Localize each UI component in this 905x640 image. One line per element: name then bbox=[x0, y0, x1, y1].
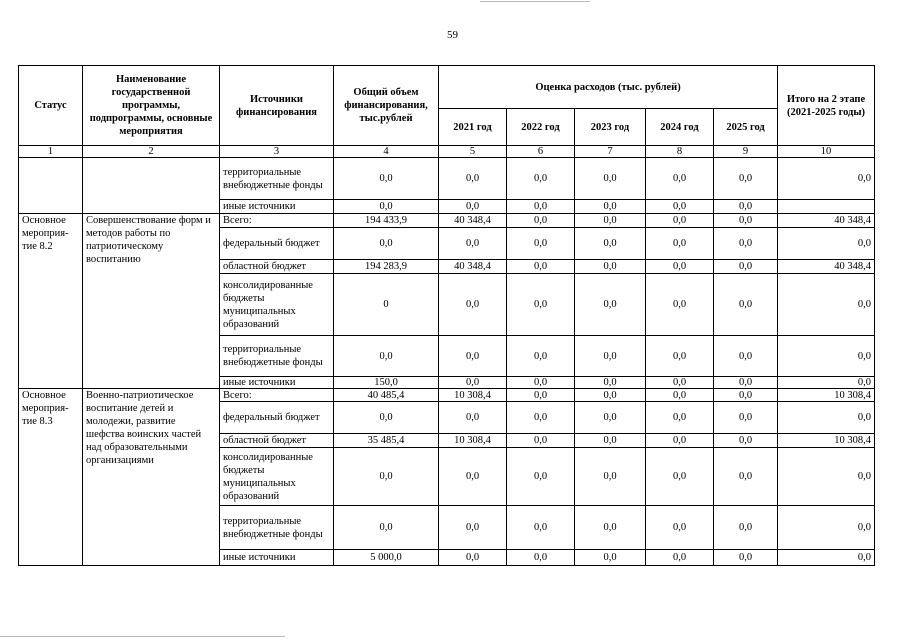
year-cell: 0,0 bbox=[646, 402, 714, 434]
year-cell: 0,0 bbox=[507, 274, 575, 336]
year-cell: 0,0 bbox=[646, 158, 714, 200]
header-name: Наименование государственной программы, подпрограммы, основные мероприятия bbox=[83, 66, 220, 146]
year-cell: 0,0 bbox=[507, 377, 575, 389]
table-row bbox=[19, 214, 875, 228]
stage-total-cell: 0,0 bbox=[778, 158, 875, 200]
year-cell: 40 348,4 bbox=[439, 214, 507, 228]
stage-total-cell: 10 308,4 bbox=[778, 389, 875, 402]
total-cell: 194 433,9 bbox=[334, 214, 439, 228]
scan-edge-line bbox=[480, 1, 590, 2]
source-cell: Всего: bbox=[220, 214, 334, 228]
column-number: 5 bbox=[439, 146, 507, 158]
year-cell: 0,0 bbox=[507, 336, 575, 377]
total-cell: 5 000,0 bbox=[334, 550, 439, 566]
year-cell: 0,0 bbox=[646, 336, 714, 377]
header-sources: Источники финансирования bbox=[220, 66, 334, 146]
year-cell: 0,0 bbox=[575, 434, 646, 448]
source-cell: федеральный бюджет bbox=[220, 402, 334, 434]
year-cell: 0,0 bbox=[575, 389, 646, 402]
year-cell: 0,0 bbox=[575, 550, 646, 566]
year-cell: 0,0 bbox=[646, 228, 714, 260]
stage-total-cell bbox=[778, 200, 875, 214]
year-cell: 0,0 bbox=[714, 389, 778, 402]
stage-total-cell: 10 308,4 bbox=[778, 434, 875, 448]
year-cell: 40 348,4 bbox=[439, 260, 507, 274]
year-cell: 0,0 bbox=[714, 214, 778, 228]
year-cell: 0,0 bbox=[507, 158, 575, 200]
source-cell: областной бюджет bbox=[220, 260, 334, 274]
year-cell: 0,0 bbox=[646, 200, 714, 214]
name-cell-empty bbox=[83, 158, 220, 214]
page-number: 59 bbox=[447, 29, 458, 41]
year-cell: 0,0 bbox=[507, 434, 575, 448]
total-cell: 0,0 bbox=[334, 336, 439, 377]
source-cell: консолидированные бюджеты муниципальных образований bbox=[220, 274, 334, 336]
source-cell: территориальные внебюджетные фонды bbox=[220, 506, 334, 550]
column-number: 4 bbox=[334, 146, 439, 158]
year-cell: 0,0 bbox=[646, 260, 714, 274]
stage-total-cell: 0,0 bbox=[778, 274, 875, 336]
year-cell: 10 308,4 bbox=[439, 434, 507, 448]
column-number: 1 bbox=[19, 146, 83, 158]
header-estimate: Оценка расходов (тыс. рублей) bbox=[439, 66, 778, 109]
total-cell: 150,0 bbox=[334, 377, 439, 389]
year-cell: 10 308,4 bbox=[439, 389, 507, 402]
year-cell: 0,0 bbox=[646, 274, 714, 336]
total-cell: 0 bbox=[334, 274, 439, 336]
year-cell: 0,0 bbox=[507, 550, 575, 566]
source-cell: областной бюджет bbox=[220, 434, 334, 448]
year-cell: 0,0 bbox=[439, 200, 507, 214]
year-cell: 0,0 bbox=[575, 448, 646, 506]
year-cell: 0,0 bbox=[646, 377, 714, 389]
header-year: 2024 год bbox=[646, 109, 714, 146]
header-stage-total: Итого на 2 этапе (2021-2025 годы) bbox=[778, 66, 875, 146]
year-cell: 0,0 bbox=[714, 336, 778, 377]
column-number: 6 bbox=[507, 146, 575, 158]
source-cell: федеральный бюджет bbox=[220, 228, 334, 260]
source-cell: консолидированные бюджеты муниципальных образований bbox=[220, 448, 334, 506]
stage-total-cell: 0,0 bbox=[778, 336, 875, 377]
year-cell: 0,0 bbox=[507, 260, 575, 274]
total-cell: 0,0 bbox=[334, 506, 439, 550]
column-number: 7 bbox=[575, 146, 646, 158]
year-cell: 0,0 bbox=[646, 506, 714, 550]
total-cell: 35 485,4 bbox=[334, 434, 439, 448]
stage-total-cell: 0,0 bbox=[778, 506, 875, 550]
stage-total-cell: 0,0 bbox=[778, 228, 875, 260]
year-cell: 0,0 bbox=[646, 214, 714, 228]
year-cell: 0,0 bbox=[439, 448, 507, 506]
year-cell: 0,0 bbox=[646, 389, 714, 402]
year-cell: 0,0 bbox=[439, 336, 507, 377]
year-cell: 0,0 bbox=[575, 200, 646, 214]
year-cell: 0,0 bbox=[714, 158, 778, 200]
stage-total-cell: 40 348,4 bbox=[778, 214, 875, 228]
year-cell: 0,0 bbox=[507, 214, 575, 228]
year-cell: 0,0 bbox=[439, 228, 507, 260]
year-cell: 0,0 bbox=[575, 260, 646, 274]
header-year: 2025 год bbox=[714, 109, 778, 146]
year-cell: 0,0 bbox=[575, 228, 646, 260]
status-cell: Основное мероприя-тие 8.2 bbox=[19, 214, 83, 389]
name-cell: Военно-патриотическое воспитание детей и молодежи, развитие шефства воинских частей над образовательными организациями bbox=[83, 389, 220, 566]
year-cell: 0,0 bbox=[575, 274, 646, 336]
header-total: Общий объем финансирования, тыс.рублей bbox=[334, 66, 439, 146]
year-cell: 0,0 bbox=[646, 434, 714, 448]
stage-total-cell: 0,0 bbox=[778, 550, 875, 566]
table-body bbox=[19, 158, 875, 566]
column-number: 9 bbox=[714, 146, 778, 158]
column-number: 3 bbox=[220, 146, 334, 158]
year-cell: 0,0 bbox=[575, 336, 646, 377]
year-cell: 0,0 bbox=[575, 214, 646, 228]
stage-total-cell: 40 348,4 bbox=[778, 260, 875, 274]
total-cell: 0,0 bbox=[334, 200, 439, 214]
header-year: 2023 год bbox=[575, 109, 646, 146]
total-cell: 0,0 bbox=[334, 158, 439, 200]
source-cell: иные источники bbox=[220, 550, 334, 566]
year-cell: 0,0 bbox=[714, 200, 778, 214]
year-cell: 0,0 bbox=[714, 402, 778, 434]
total-cell: 0,0 bbox=[334, 228, 439, 260]
column-number: 10 bbox=[778, 146, 875, 158]
year-cell: 0,0 bbox=[714, 506, 778, 550]
year-cell: 0,0 bbox=[507, 228, 575, 260]
year-cell: 0,0 bbox=[439, 402, 507, 434]
status-cell-empty bbox=[19, 158, 83, 214]
year-cell: 0,0 bbox=[507, 506, 575, 550]
table-header bbox=[19, 66, 875, 158]
stage-total-cell: 0,0 bbox=[778, 402, 875, 434]
year-cell: 0,0 bbox=[439, 377, 507, 389]
table-row bbox=[19, 158, 875, 200]
total-cell: 194 283,9 bbox=[334, 260, 439, 274]
header-status: Статус bbox=[19, 66, 83, 146]
year-cell: 0,0 bbox=[575, 377, 646, 389]
year-cell: 0,0 bbox=[439, 506, 507, 550]
column-number: 8 bbox=[646, 146, 714, 158]
year-cell: 0,0 bbox=[507, 402, 575, 434]
table-row bbox=[19, 389, 875, 402]
total-cell: 0,0 bbox=[334, 448, 439, 506]
year-cell: 0,0 bbox=[439, 158, 507, 200]
year-cell: 0,0 bbox=[714, 550, 778, 566]
year-cell: 0,0 bbox=[646, 448, 714, 506]
source-cell: территориальные внебюджетные фонды bbox=[220, 158, 334, 200]
source-cell: иные источники bbox=[220, 200, 334, 214]
year-cell: 0,0 bbox=[507, 389, 575, 402]
source-cell: Всего: bbox=[220, 389, 334, 402]
column-number-row bbox=[19, 146, 875, 158]
stage-total-cell: 0,0 bbox=[778, 448, 875, 506]
year-cell: 0,0 bbox=[575, 402, 646, 434]
total-cell: 0,0 bbox=[334, 402, 439, 434]
year-cell: 0,0 bbox=[439, 274, 507, 336]
financing-table bbox=[18, 65, 875, 566]
source-cell: территориальные внебюджетные фонды bbox=[220, 336, 334, 377]
year-cell: 0,0 bbox=[714, 448, 778, 506]
header-year: 2021 год bbox=[439, 109, 507, 146]
year-cell: 0,0 bbox=[575, 506, 646, 550]
year-cell: 0,0 bbox=[714, 260, 778, 274]
year-cell: 0,0 bbox=[439, 550, 507, 566]
year-cell: 0,0 bbox=[575, 158, 646, 200]
total-cell: 40 485,4 bbox=[334, 389, 439, 402]
status-cell: Основное мероприя-тие 8.3 bbox=[19, 389, 83, 566]
scan-edge-line bbox=[0, 636, 285, 637]
year-cell: 0,0 bbox=[714, 274, 778, 336]
year-cell: 0,0 bbox=[507, 200, 575, 214]
year-cell: 0,0 bbox=[646, 550, 714, 566]
year-cell: 0,0 bbox=[714, 434, 778, 448]
stage-total-cell: 0,0 bbox=[778, 377, 875, 389]
year-cell: 0,0 bbox=[714, 377, 778, 389]
year-cell: 0,0 bbox=[714, 228, 778, 260]
source-cell: иные источники bbox=[220, 377, 334, 389]
year-cell: 0,0 bbox=[507, 448, 575, 506]
header-year: 2022 год bbox=[507, 109, 575, 146]
column-number: 2 bbox=[83, 146, 220, 158]
name-cell: Совершенствование форм и методов работы по патриотическому воспитанию bbox=[83, 214, 220, 389]
